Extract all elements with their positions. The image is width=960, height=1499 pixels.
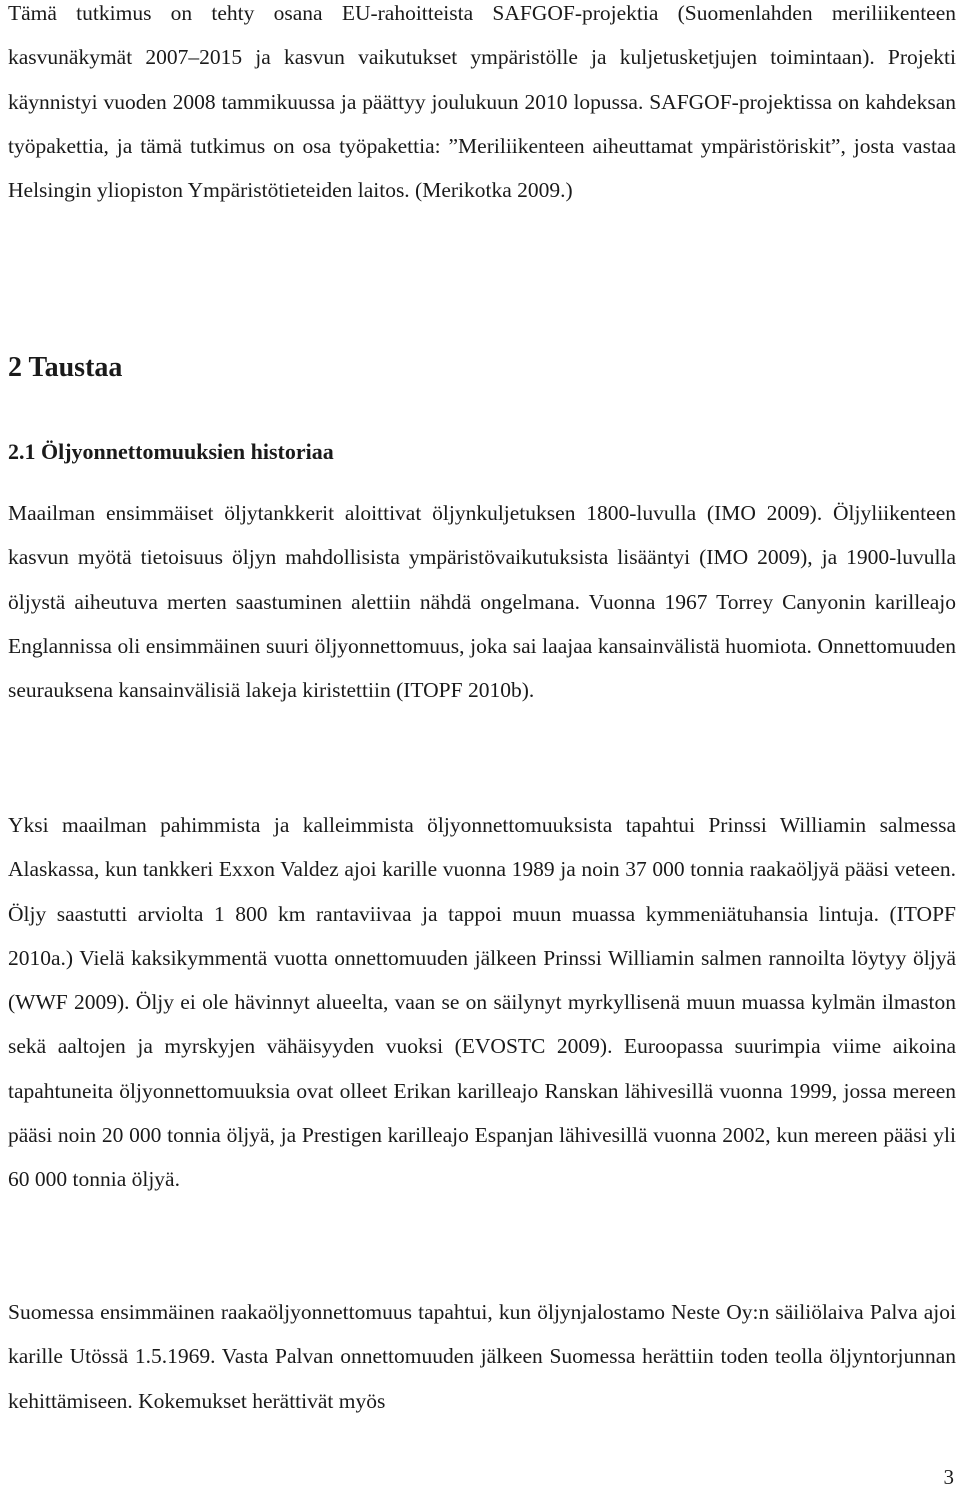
subsection-heading: 2.1 Öljyonnettomuuksien historiaa xyxy=(8,439,334,464)
section-heading: 2 Taustaa xyxy=(8,352,123,383)
exxon-paragraph: Yksi maailman pahimmista ja kalleimmista öljyonnettomuuksista tapahtui Prinssi Williamin salmessa Alaskassa, kun tankkeri Exxon Valdez ajoi karille vuonna 1989 ja noin 37 000 tonnia raakaöljyä pääsi veteen. Öljy saastutti arviolta 1 800 km rantaviivaa ja tappoi muun muassa kymmeniätuhansia lintuja. (ITOPF 2010a.) Vielä kaksikymmentä vuotta onnettomuuden jälkeen Prinssi Williamin salmen rannoilta löytyy öljyä (WWF 2009). Öljy ei ole hävinnyt alueelta, vaan se on säilynyt myrkyllisenä muun muassa kylmän ilmaston sekä aaltojen ja myrskyjen vähäisyyden vuoksi (EVOSTC 2009). Euroopassa suurimpia viime aikoina tapahtuneita öljyonnettomuuksia ovat olleet Erikan karilleajo Ranskan lähivesillä vuonna 1999, jossa mereen pääsi noin 20 000 tonnia öljyä, ja Prestigen karilleajo Espanjan lähivesillä vuonna 2002, kun mereen pääsi yli 60 000 tonnia öljyä. xyxy=(8,813,956,1192)
intro-paragraph: Tämä tutkimus on tehty osana EU-rahoitteista SAFGOF-projektia (Suomenlahden meriliikenteen kasvunäkymät 2007–2015 ja kasvun vaikutukset ympäristölle ja kuljetusketjujen toimintaan). Projekti käynnistyi vuoden 2008 tammikuussa ja päättyy joulukuun 2010 lopussa. SAFGOF-projektissa on kahdeksan työpakettia, ja tämä tutkimus on osa työpakettia: ”Meriliikenteen aiheuttamat ympäristöriskit”, josta vastaa Helsingin yliopiston Ympäristötieteiden laitos. (Merikotka 2009.) xyxy=(8,1,956,203)
finland-paragraph: Suomessa ensimmäinen raakaöljyonnettomuus tapahtui, kun öljynjalostamo Neste Oy:n säiliölaiva Palva ajoi karille Utössä 1.5.1969. Vasta Palvan onnettomuuden jälkeen Suomessa herättiin toden teolla öljyntorjunnan kehittämiseen. Kokemukset herättivät myös xyxy=(8,1300,956,1413)
page-number: 3 xyxy=(943,1465,954,1489)
history-paragraph: Maailman ensimmäiset öljytankkerit aloittivat öljynkuljetuksen 1800-luvulla (IMO 2009). Öljyliikenteen kasvun myötä tietoisuus öljyn mahdollisista ympäristövaikutuksista lisääntyi (IMO 2009), ja 1900-luvulla öljystä aiheutuva merten saastuminen alettiin nähdä ongelmana. Vuonna 1967 Torrey Canyonin karilleajo Englannissa oli ensimmäinen suuri öljyonnettomuus, joka sai laajaa kansainvälistä huomiota. Onnettomuuden seurauksena kansainvälisiä lakeja kiristettiin (ITOPF 2010b). xyxy=(8,501,956,703)
